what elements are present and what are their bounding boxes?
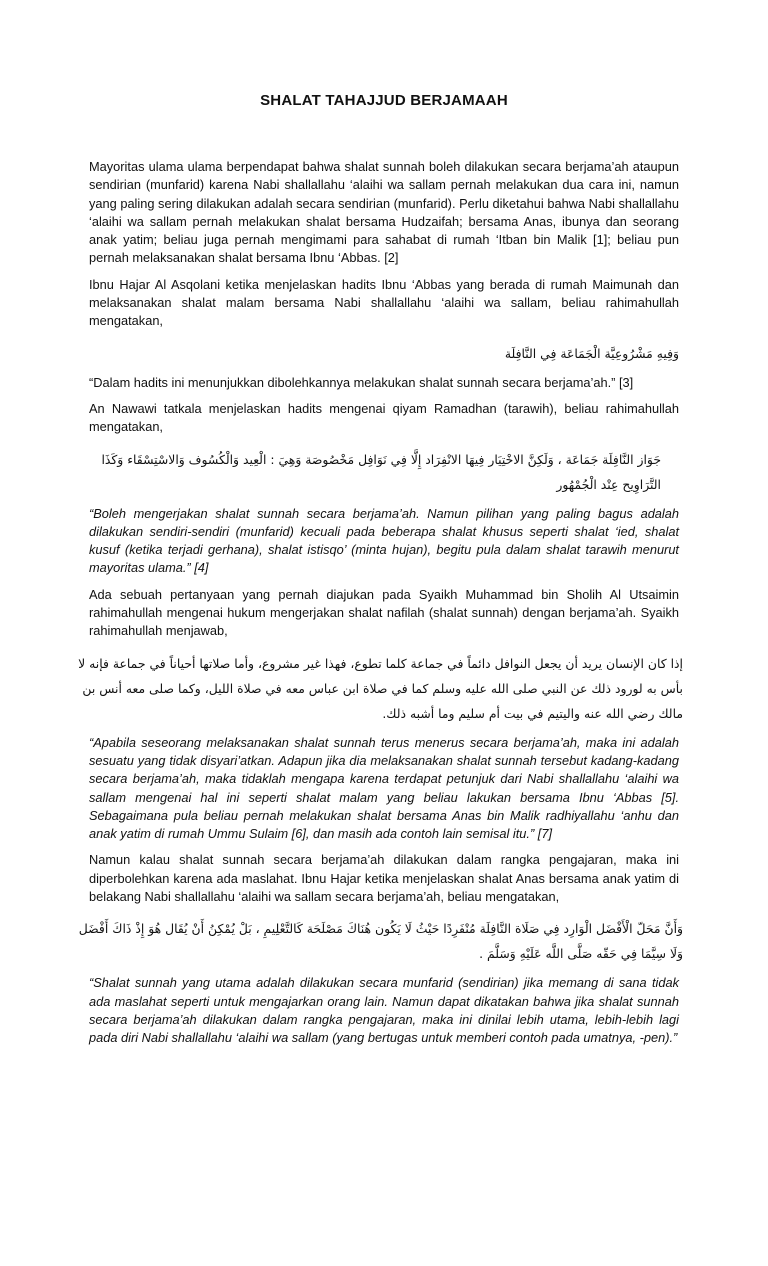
paragraph-translation-1: “Dalam hadits ini menunjukkan dibolehkannya melakukan shalat sunnah secara berjama’ah.” [3] [89, 374, 634, 390]
paragraph-translation-2: “Boleh mengerjakan shalat sunnah secara berjama’ah. Namun pilihan yang paling bagus adalah dilakukan sendiri-sendiri (munfarid) kecuali pada beberapa shalat khusus seperti shalat ‘ied, shalat kusuf (ketika terjadi gerhana), shalat istisqo’ (minta hujan), begitu pula dalam shalat tarawih menurut mayoritas ulama.” [4] [89, 505, 679, 576]
arabic-quote-utsaimin: إذا كان الإنسان يريد أن يجعل النوافل دائماً في جماعة كلما تطوع، فهذا غير مشروع، وأما صلاتها أحياناً في جماعة فإنه لا بأس به لورود ذلك عن النبي صلى الله عليه وسلم كما في صلاة ابن عباس معه في صلاة الليل، وكما صلى معه أنس بن مالك رضي الله عنه واليتيم في بيت أم سليم وما أشبه ذلك. [78, 655, 683, 721]
paragraph-utsaimin-intro: Ada sebuah pertanyaan yang pernah diajukan pada Syaikh Muhammad bin Sholih Al Utsaimin rahimahullah mengenai hukum mengerjakan shalat nafilah (shalat sunnah) dengan berjama’ah. Syaikh rahimahullah menjawab, [89, 586, 679, 639]
paragraph-intro: Mayoritas ulama ulama berpendapat bahwa shalat sunnah boleh dilakukan secara berjama’ah ataupun sendirian (munfarid) karena Nabi shallallahu ‘alaihi wa sallam pernah melakukan dua cara ini, namun yang paling sering dilakukan adalah secara sendirian (munfarid). Perlu diketahui bahwa Nabi shallallahu ‘alaihi wa sallam pernah melakukan shalat bersama Hudzaifah; bersama Anas, ibunya dan seorang anak yatim; beliau juga pernah mengimami para sahabat di rumah ‘Itban bin Malik [1]; beliau pun pernah melaksanakan shalat bersama Ibnu ‘Abbas. [2] [89, 159, 679, 266]
document-body [78, 158, 683, 1056]
paragraph-pengajaran-intro: Namun kalau shalat sunnah secara berjama’ah dilakukan dalam rangka pengajaran, maka ini diperbolehkan karena ada maslahat. Ibnu Hajar ketika menjelaskan shalat Anas bersama anak yatim di belakang Nabi shallallahu ‘alaihi wa sallam secara berjama’ah, beliau mengatakan, [89, 852, 679, 905]
paragraph-nawawi-intro: An Nawawi tatkala menjelaskan hadits mengenai qiyam Ramadhan (tarawih), beliau rahimahullah mengatakan, [89, 400, 679, 435]
arabic-quote-ibnu-hajar: وَفِيهِ مَشْرُوعِيَّة الْجَمَاعَة فِي النَّافِلَة [504, 345, 679, 361]
arabic-quote-ibnu-hajar-2: وَأَنَّ مَحَلّ الْأَفْضَل الْوَارِد فِي صَلَاة النَّافِلَة مُنْفَرِدًا حَيْثُ لَا يَكُون هُنَاكَ مَصْلَحَة كَالتَّعْلِيمِ ، بَلْ يُمْكِنُ أَنْ يُقَال هُوَ إِذْ ذَاكَ أَفْضَل وَلَا سِيَّمَا فِي حَقّه صَلَّى اللَّه عَلَيْهِ وَسَلَّمَ . [78, 921, 683, 962]
arabic-quote-nawawi: جَوَاز النَّافِلَة جَمَاعَة ، وَلَكِنَّ الاخْتِيَار فِيهَا الانْفِرَاد إِلَّا فِي نَوَافِل مَخْصُوصَة وَهِيَ : الْعِيد وَالْكُسُوف وَالاسْتِسْقَاء وَكَذَا التَّرَاوِيح عِنْد الْجُمْهُور [101, 451, 661, 492]
paragraph-ibnu-hajar-intro: Ibnu Hajar Al Asqolani ketika menjelaskan hadits Ibnu ‘Abbas yang berada di rumah Maimunah dan melaksanakan shalat malam bersama Nabi shallallahu ‘alaihi wa sallam, beliau rahimahullah mengatakan, [89, 276, 679, 329]
page-title: SHALAT TAHAJJUD BERJAMAAH [260, 92, 508, 109]
paragraph-translation-3: “Apabila seseorang melaksanakan shalat sunnah terus menerus secara berjama’ah, maka ini adalah sesuatu yang tidak disyari’atkan. Adapun jika dia melaksanakan shalat sunnah tersebut kadang-kadang secara berjama’ah, maka tidaklah mengapa karena terdapat petunjuk dari Nabi shallallahu ‘alaihi wa sallam mengenai hal ini seperti shalat malam yang beliau lakukan bersama Ibnu ‘Abbas [5]. Sebagaimana pula beliau pernah melakukan shalat bersama Anas bin Malik radhiyallahu ‘anhu dan anak yatim di rumah Ummu Sulaim [6], dan masih ada contoh lain semisal itu.” [7] [89, 734, 679, 842]
paragraph-translation-4: “Shalat sunnah yang utama adalah dilakukan secara munfarid (sendirian) jika memang di sana tidak ada maslahat seperti untuk mengajarkan orang lain. Namun dapat dikatakan bahwa jika shalat sunnah secara berjama’ah dilakukan dalam rangka pengajaran, maka ini dinilai lebih utama, lebih-lebih lagi pada diri Nabi shallallahu ‘alaihi wa sallam (yang bertugas untuk memberi contoh pada umatnya, -pen).” [89, 975, 679, 1046]
